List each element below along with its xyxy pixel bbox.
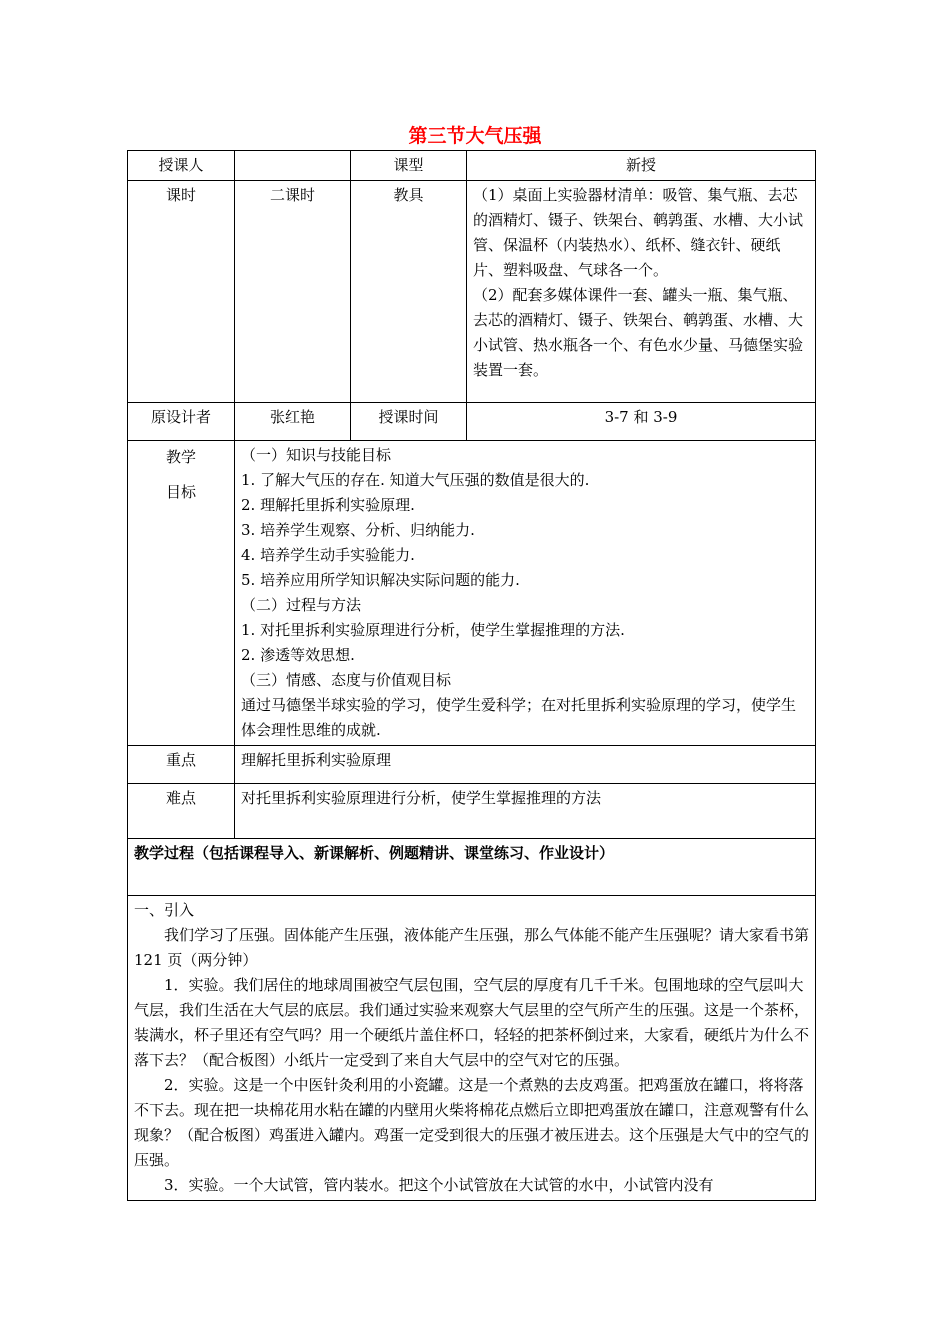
lesson-plan-table <box>127 150 816 1201</box>
page-title: 第三节大气压强 <box>408 125 542 147</box>
hours-row <box>128 181 816 403</box>
key-point-label: 重点 <box>128 746 235 784</box>
goal-line: 2. 理解托里拆利实验原理. <box>241 496 415 514</box>
content-paragraph: 1．实验。我们居住的地球周围被空气层包围，空气层的厚度有几千千米。包围地球的空气层叫大气层，我们生活在大气层的底层。我们通过实验来观察大气层里的空气所产生的压强。这是一个茶杯，装满水，杯子里还有空气吗？用一个硬纸片盖住杯口，轻轻的把茶杯倒过来，大家看，硬纸片为什么不落下去？（配合板图）小纸片一定受到了来自大气层中的空气对它的压强。 <box>134 976 810 1069</box>
content-paragraph: 2．实验。这是一个中医针灸利用的小瓷罐。这是一个煮熟的去皮鸡蛋。把鸡蛋放在罐口，将将落不下去。现在把一块棉花用水粘在罐的内壁用火柴将棉花点燃后立即把鸡蛋放在罐口，注意观警有什么现象？（配合板图）鸡蛋进入罐内。鸡蛋一定受到很大的压强才被压进去。这个压强是大气中的空气的压强。 <box>134 1076 810 1169</box>
difficulty-value: 对托里拆利实验原理进行分析，使学生掌握推理的方法 <box>235 784 816 839</box>
goals-label-line: 目标 <box>165 483 196 501</box>
teacher-value <box>235 151 351 181</box>
goal-line: 1. 了解大气压的存在. 知道大气压强的数值是很大的. <box>241 471 590 489</box>
course-type-label: 课型 <box>351 151 467 181</box>
goal-line: 2. 渗透等效思想. <box>241 646 355 664</box>
hours-value: 二课时 <box>235 181 351 403</box>
goals-list <box>235 441 816 746</box>
hours-label: 课时 <box>128 181 235 403</box>
goal-line: 1. 对托里拆利实验原理进行分析，使学生掌握推理的方法. <box>241 621 625 639</box>
tools-line: （1）桌面上实验器材清单：吸管、集气瓶、去芯的酒精灯、镊子、铁架台、鹌鹑蛋、水槽、大小试管、保温杯（内装热水）、纸杯、缝衣针、硬纸片、塑料吸盘、气球各一个。 <box>473 186 804 279</box>
tools-label: 教具 <box>351 181 467 403</box>
goal-line: 5. 培养应用所学知识解决实际问题的能力. <box>241 571 520 589</box>
designer-row <box>128 403 816 441</box>
content-row <box>128 896 816 1201</box>
lesson-content <box>128 896 816 1201</box>
tools-list <box>467 181 816 403</box>
designer-value: 张红艳 <box>235 403 351 441</box>
difficulty-label: 难点 <box>128 784 235 839</box>
difficulty-row <box>128 784 816 839</box>
goal-line: 3. 培养学生观察、分析、归纳能力. <box>241 521 475 539</box>
tools-line: （2）配套多媒体课件一套、罐头一瓶、集气瓶、去芯的酒精灯、镊子、铁架台、鹌鹑蛋、水槽、大小试管、热水瓶各一个、有色水少量、马德堡实验装置一套。 <box>473 286 804 379</box>
process-heading: 教学过程（包括课程导入、新课解析、例题精讲、课堂练习、作业设计） <box>128 839 816 896</box>
key-point-row <box>128 746 816 784</box>
goal-line: 通过马德堡半球实验的学习，使学生爱科学；在对托里拆利实验原理的学习，使学生体会理性思维的成就. <box>241 696 797 739</box>
designer-label: 原设计者 <box>128 403 235 441</box>
goals-row <box>128 441 816 746</box>
lesson-time-value: 3-7 和 3-9 <box>467 403 816 441</box>
goal-line: （三）情感、态度与价值观目标 <box>241 671 452 689</box>
goal-line: 4. 培养学生动手实验能力. <box>241 546 415 564</box>
lesson-time-label: 授课时间 <box>351 403 467 441</box>
goals-label-line: 教学 <box>165 448 196 466</box>
key-point-value: 理解托里拆利实验原理 <box>235 746 816 784</box>
process-heading-row <box>128 839 816 896</box>
section-heading: 一、引入 <box>134 901 195 919</box>
goals-label <box>128 441 235 746</box>
content-paragraph: 我们学习了压强。固体能产生压强，液体能产生压强，那么气体能不能产生压强呢？请大家看书第 121 页（两分钟） <box>134 926 810 969</box>
content-paragraph: 3．实验。一个大试管，管内装水。把这个小试管放在大试管的水中，小试管内没有 <box>164 1176 714 1194</box>
course-type-value: 新授 <box>467 151 816 181</box>
header-row <box>128 151 816 181</box>
goal-line: （一）知识与技能目标 <box>241 446 392 464</box>
goal-line: （二）过程与方法 <box>241 596 362 614</box>
teacher-label: 授课人 <box>128 151 235 181</box>
